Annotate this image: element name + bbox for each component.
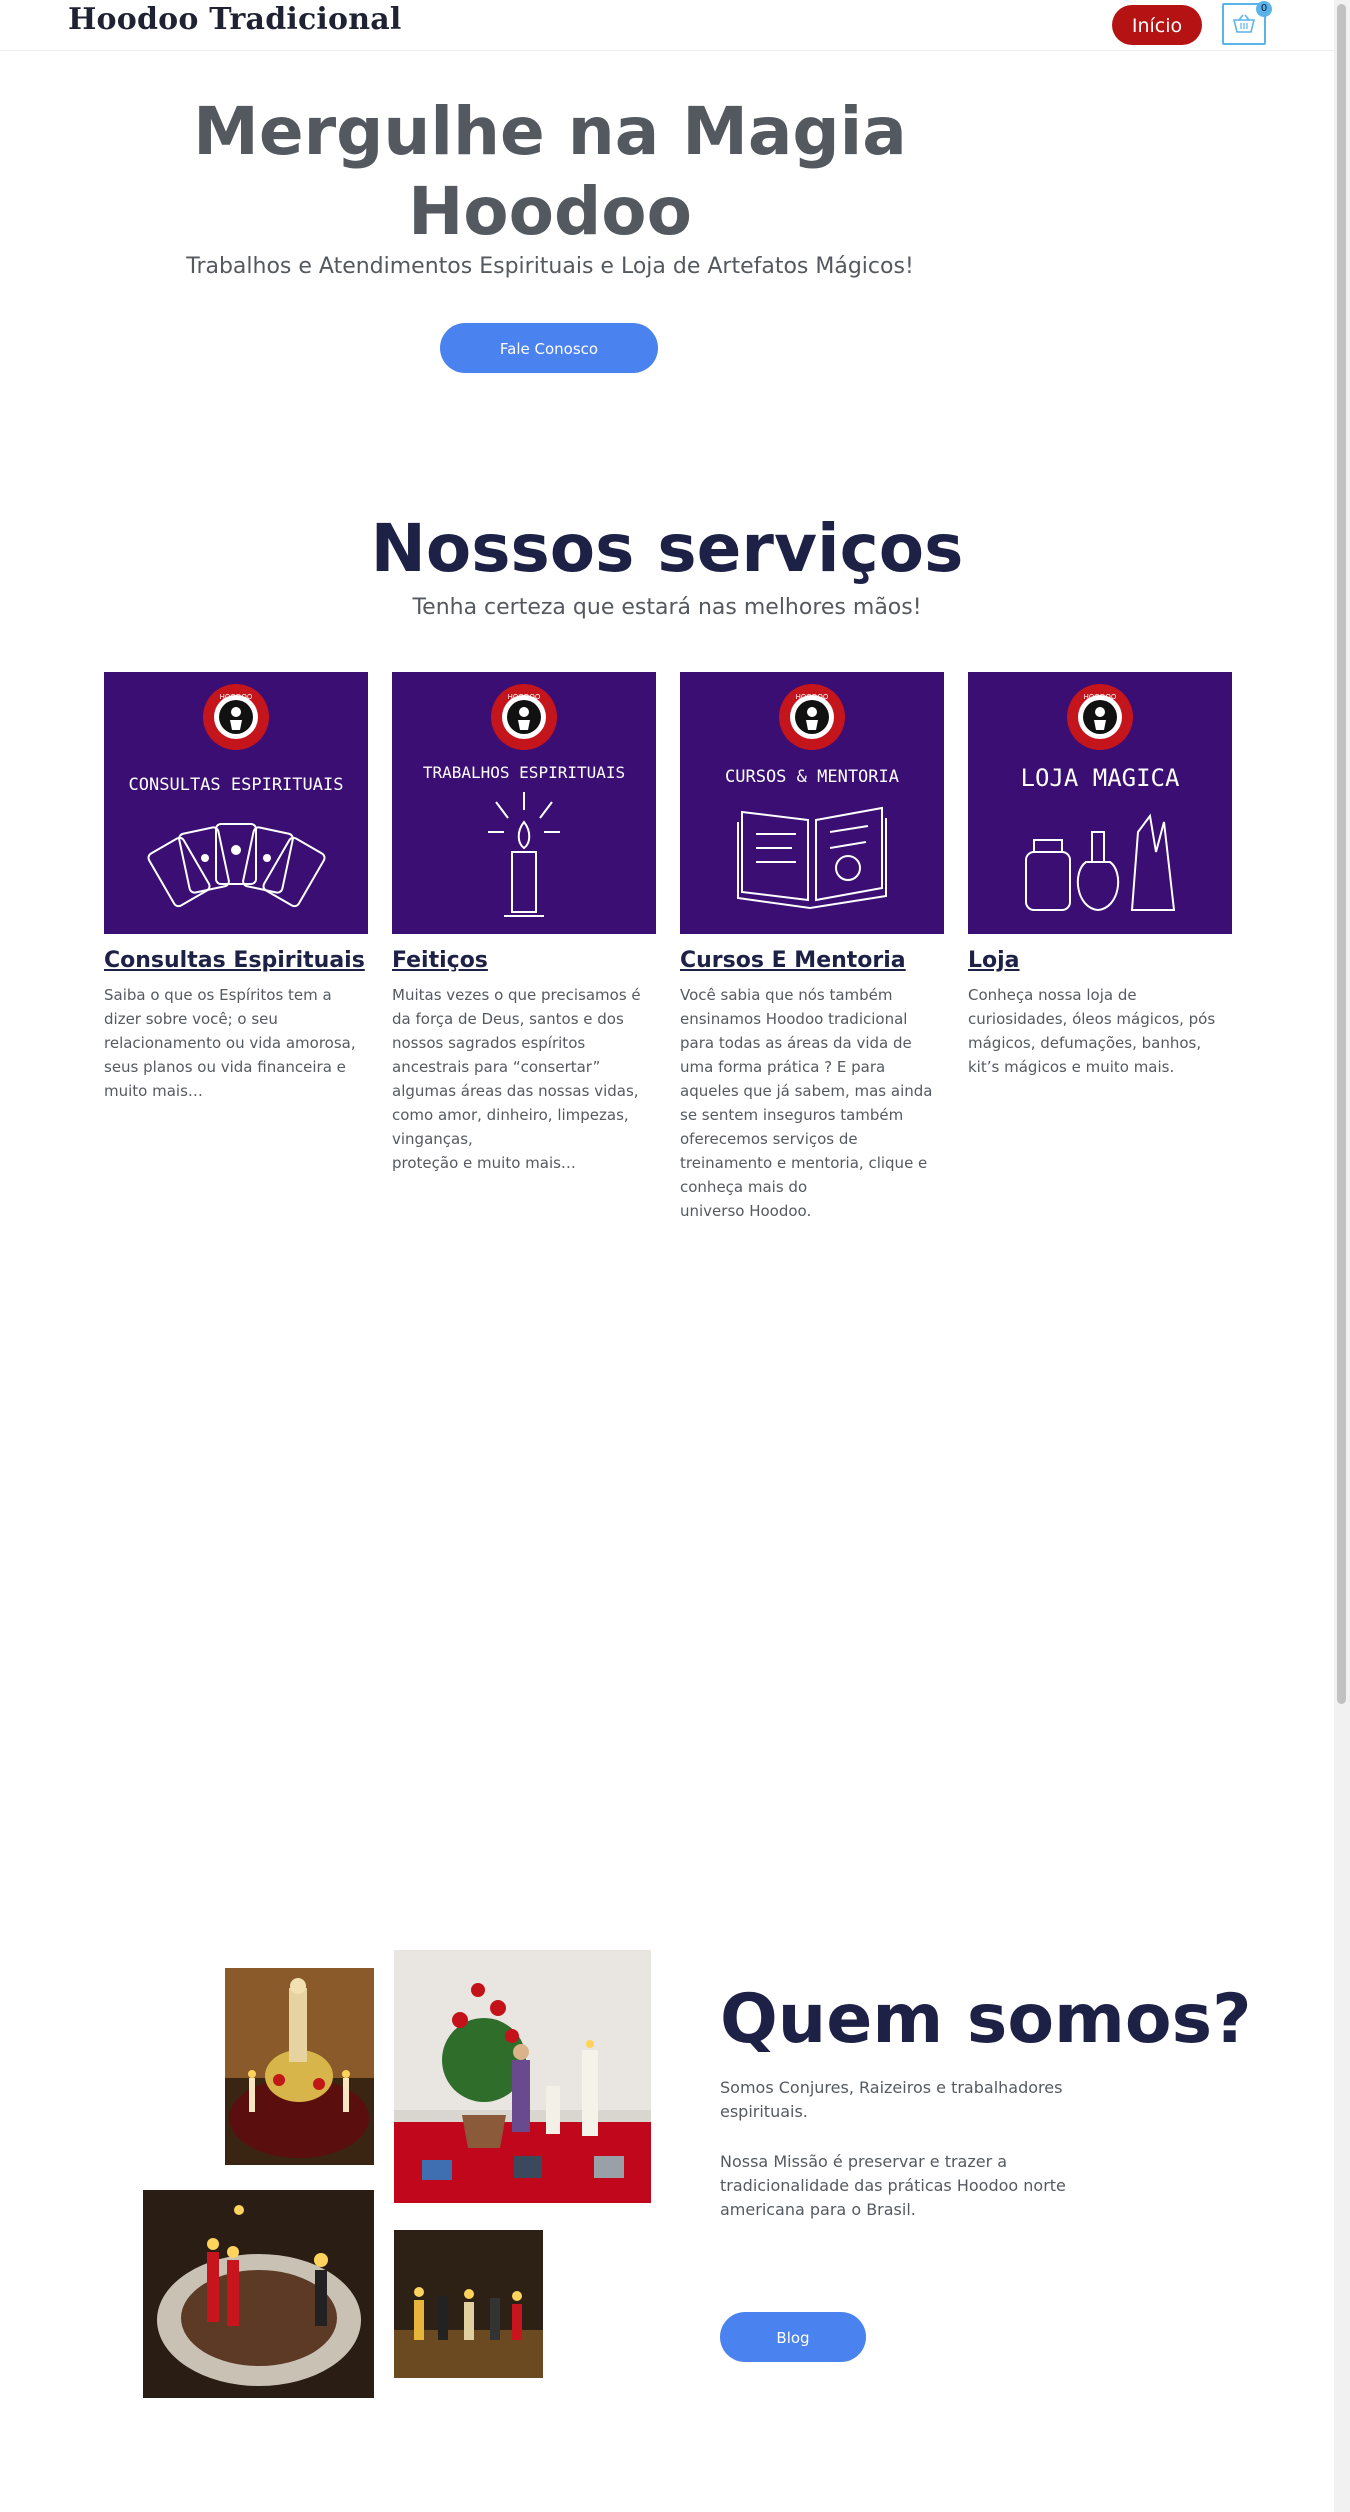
service-card-feiticos <box>392 672 656 1175</box>
service-card-consultas <box>104 672 368 1103</box>
cursos-image[interactable] <box>680 672 944 934</box>
site-header <box>0 0 1334 51</box>
about-paragraph-1: Somos Conjures, Raizeiros e trabalhadores espirituais. <box>720 2078 1063 2121</box>
nav-home-button[interactable]: Início <box>1112 5 1202 45</box>
svg-text:HOODOO: HOODOO <box>507 693 541 701</box>
hero-title: Mergulhe na Magia Hoodoo <box>193 93 907 250</box>
altar-photo-3 <box>143 2190 374 2398</box>
card-text-loja: Conheça nossa loja de curiosidades, óleos mágicos, pós mágicos, defumações, banhos, kit’s mágicos e muito mais. <box>968 986 1216 1076</box>
card-text-feiticos: Muitas vezes o que precisamos é da força de Deus, santos e dos nossos sagrados espíritos ancestrais para “consertar” algumas áreas das nossas vidas, como amor, dinheiro, limpezas, vinganças, proteção e muito mais… <box>392 986 641 1172</box>
card-text-consultas: Saiba o que os Espíritos tem a dizer sobre você; o seu relacionamento ou vida amorosa, seus planos ou vida financeira e muito mais… <box>104 986 356 1100</box>
card-text-cursos: Você sabia que nós também ensinamos Hoodoo tradicional para todas as áreas da vida de uma forma prática ? E para aqueles que já sabem, mas ainda se sentem inseguros também oferecemos serviços de treinamento e mentoria, clique e conheça mais do universo Hoodoo. <box>680 986 933 1220</box>
services-title: Nossos serviços <box>370 510 964 587</box>
card-title-feiticos[interactable]: Feitiços <box>392 948 488 973</box>
services-subtitle: Tenha certeza que estará nas melhores mãos! <box>412 595 922 620</box>
loja-image[interactable] <box>968 672 1232 934</box>
service-card-loja <box>968 672 1232 1079</box>
card-title-loja[interactable]: Loja <box>968 948 1020 973</box>
altar-photo-2 <box>394 1950 651 2203</box>
badge-text: HOODOO <box>219 693 253 701</box>
hero-subtitle: Trabalhos e Atendimentos Espirituais e Loja de Artefatos Mágicos! <box>186 254 914 279</box>
loja-image-caption: LOJA MAGICA <box>1020 764 1180 792</box>
about-paragraph-2: Nossa Missão é preservar e trazer a tradicionalidade das práticas Hoodoo norte americana para o Brasil. <box>720 2152 1066 2219</box>
scrollbar-thumb[interactable] <box>1337 4 1346 1704</box>
basket-icon <box>1233 14 1255 34</box>
service-card-cursos <box>680 672 944 1223</box>
svg-text:HOODOO: HOODOO <box>1083 693 1117 701</box>
svg-text:HOODOO: HOODOO <box>795 693 829 701</box>
blog-button[interactable]: Blog <box>720 2312 866 2362</box>
card-title-cursos[interactable]: Cursos E Mentoria <box>680 948 906 973</box>
consultas-image-caption: CONSULTAS ESPIRITUAIS <box>128 775 344 795</box>
site-logo[interactable]: Hoodoo Tradicional <box>68 2 402 37</box>
card-title-consultas[interactable]: Consultas Espirituais <box>104 948 365 973</box>
cart-count-badge: 0 <box>1256 1 1272 17</box>
altar-photo-1 <box>225 1968 374 2165</box>
contact-button[interactable]: Fale Conosco <box>440 323 658 373</box>
altar-photo-4 <box>394 2230 543 2378</box>
cart-button[interactable] <box>1222 3 1266 45</box>
cursos-image-caption: CURSOS & MENTORIA <box>725 767 899 787</box>
feiticos-image[interactable] <box>392 672 656 934</box>
feiticos-image-caption: TRABALHOS ESPIRITUAIS <box>422 763 626 782</box>
about-title: Quem somos? <box>720 1980 1252 2059</box>
consultas-image[interactable] <box>104 672 368 934</box>
